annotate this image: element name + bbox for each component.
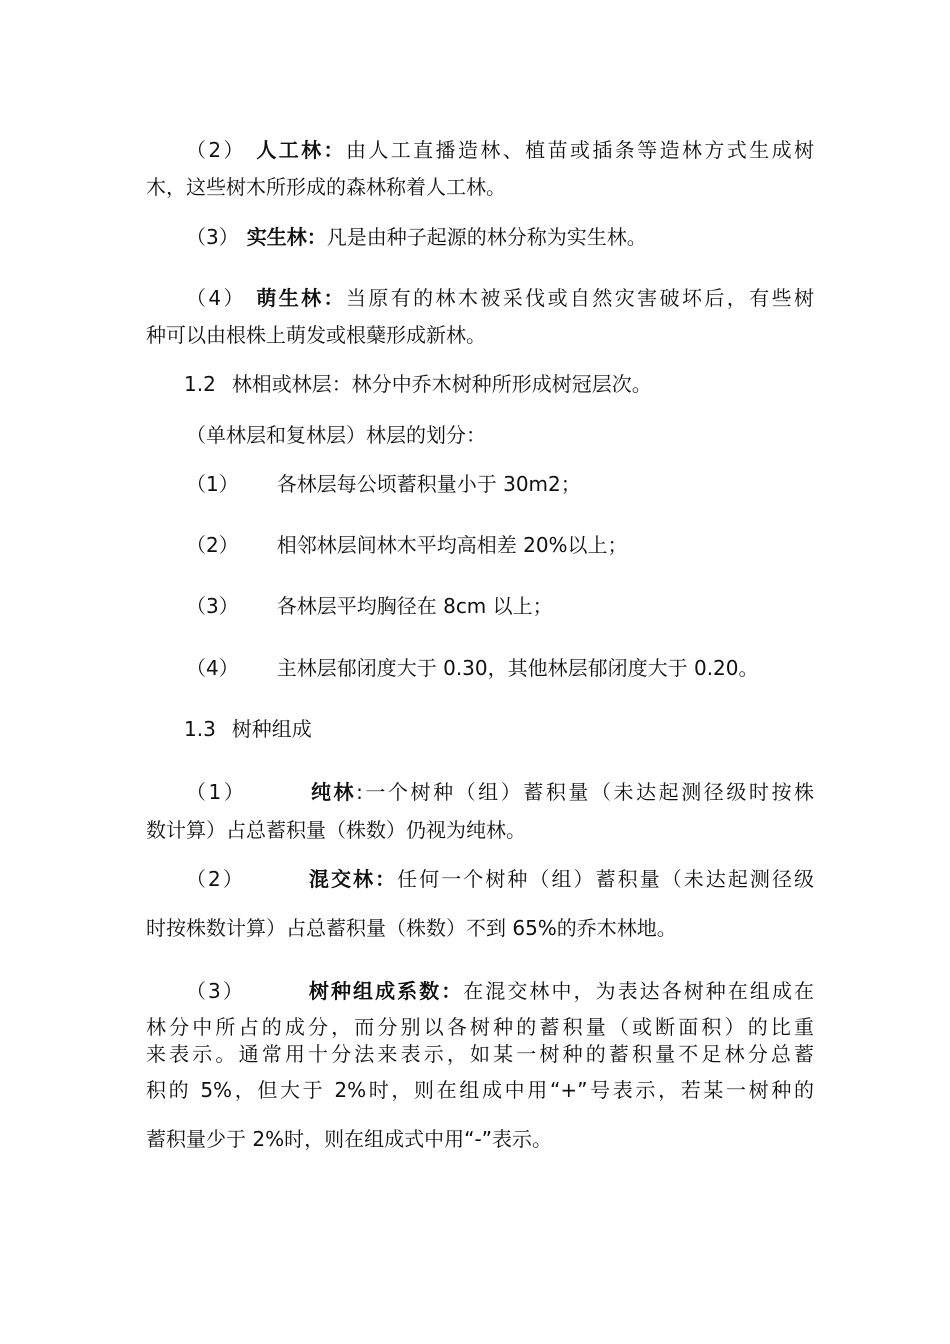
- criterion-text: 主林层郁闭度大于 0.30，其他林层郁闭度大于 0.20。: [276, 656, 759, 680]
- item-number: （3）: [186, 979, 245, 1003]
- item-number: （3）: [186, 594, 239, 618]
- section-1-2-heading: [184, 372, 852, 398]
- term-bold: 人工林：: [253, 138, 346, 162]
- paragraph-mixed-forest-line1: [186, 867, 814, 893]
- criterion-4: [186, 656, 814, 682]
- section-text: 树种组成: [231, 717, 312, 741]
- term-bold: 萌生林：: [253, 286, 346, 310]
- item-number: （4）: [186, 656, 239, 680]
- section-number: 1.2: [184, 372, 216, 396]
- paragraph-pure-forest-line2: 数计算）占总蓄积量（株数）仍视为纯林。: [146, 818, 526, 842]
- item-number: （4）: [186, 286, 246, 310]
- term-bold: 混交林：: [306, 867, 398, 891]
- item-number: （2）: [186, 138, 246, 162]
- paragraph-coppice-forest-line2: 种可以由根株上萌发或根蘖形成新林。: [146, 323, 486, 347]
- paragraph-composition-coefficient-line3: 来表示。通常用十分法来表示，如某一树种的蓄积量不足林分总蓄: [146, 1042, 814, 1066]
- item-number: （2）: [186, 867, 245, 891]
- section-1-2-subtitle: （单林层和复林层）林层的划分：: [186, 423, 486, 447]
- paragraph-text: 凡是由种子起源的林分称为实生林。: [326, 225, 647, 249]
- criterion-2: [186, 533, 814, 559]
- item-number: （1）: [186, 780, 247, 804]
- paragraph-artificial-forest-line1: [186, 138, 814, 164]
- item-number: （2）: [186, 533, 239, 557]
- section-1-3-heading: [184, 717, 852, 743]
- paragraph-coppice-forest-line1: [186, 286, 814, 312]
- criterion-text: 相邻林层间林木平均高相差 20%以上；: [276, 533, 628, 557]
- paragraph-text: 当原有的林木被采伐或自然灾害破坏后，有些树: [345, 286, 814, 310]
- paragraph-composition-coefficient-line2: 林分中所占的成分，而分别以各树种的蓄积量（或断面积）的比重: [146, 1015, 814, 1039]
- paragraph-composition-coefficient-line4: 积的 5%，但大于 2%时，则在组成中用“+”号表示，若某一树种的: [146, 1078, 814, 1102]
- paragraph-text: 在混交林中，为表达各树种在组成在: [463, 979, 814, 1003]
- paragraph-text: :一个树种（组）蓄积量（未达起测径级时按株: [356, 780, 814, 804]
- paragraph-seedling-forest: [186, 225, 814, 251]
- criterion-text: 各林层平均胸径在 8cm 以上；: [276, 594, 553, 618]
- section-text: 林相或林层：林分中乔木树种所形成树冠层次。: [231, 372, 652, 396]
- paragraph-text: 由人工直播造林、植苗或插条等造林方式生成树: [345, 138, 814, 162]
- paragraph-pure-forest-line1: [186, 780, 814, 806]
- term-bold: 树种组成系数：: [306, 979, 464, 1003]
- paragraph-artificial-forest-line2: 木，这些树木所形成的森林称着人工林。: [146, 175, 506, 199]
- paragraph-mixed-forest-line2: 时按株数计算）占总蓄积量（株数）不到 65%的乔木林地。: [146, 916, 677, 940]
- term-bold: 实生林：: [246, 225, 327, 249]
- paragraph-composition-coefficient-line5: 蓄积量少于 2%时，则在组成式中用“-”表示。: [146, 1127, 553, 1151]
- paragraph-text: 任何一个树种（组）蓄积量（未达起测径级: [397, 867, 815, 891]
- paragraph-composition-coefficient-line1: [186, 979, 814, 1005]
- term-bold: 纯林: [308, 780, 357, 804]
- criterion-text: 各林层每公顷蓄积量小于 30m2；: [276, 472, 581, 496]
- item-number: （3）: [186, 225, 239, 249]
- criterion-1: [186, 472, 814, 498]
- section-number: 1.3: [184, 717, 216, 741]
- criterion-3: [186, 594, 814, 620]
- item-number: （1）: [186, 472, 239, 496]
